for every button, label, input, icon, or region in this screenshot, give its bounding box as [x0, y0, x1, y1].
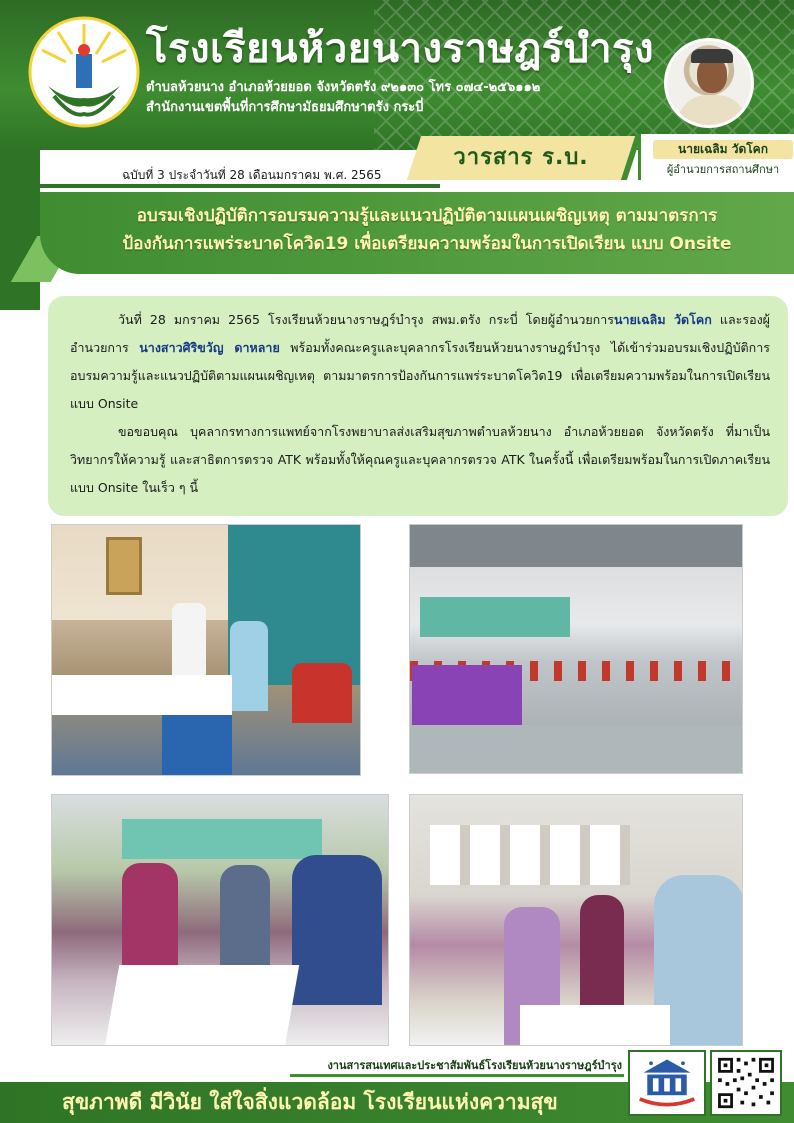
- school-badge-icon: [628, 1050, 706, 1116]
- director-portrait: [664, 38, 754, 128]
- stage-curtain: [122, 819, 322, 859]
- photo-speaker-presentation: [51, 524, 361, 776]
- photo-atk-testing: [409, 794, 743, 1046]
- framed-portrait: [106, 537, 142, 595]
- newsletter-title-tab: [407, 136, 641, 180]
- hall-windows: [430, 825, 630, 885]
- purple-table: [412, 665, 522, 725]
- instructor-figure: [292, 855, 382, 1005]
- education-office: สำนักงานเขตพื้นที่การศึกษามัธยมศึกษาตรัง กระบี่: [146, 100, 424, 115]
- blue-chair: [162, 715, 232, 776]
- headline-line-2: ป้องกันการแพร่ระบาดโควิด19 เพื่อเตรียมความพร้อมในการเปิดเรียน แบบ Onsite: [122, 234, 732, 254]
- band-left-accent: [0, 150, 40, 310]
- paragraph-1-intro: วันที่ 28 มกราคม 2565 โรงเรียนห้วยนางราษฎร์บำรุง สพม.ตรัง กระบี่ โดยผู้อำนวยการ: [118, 312, 614, 327]
- test-table: [105, 965, 299, 1046]
- table: [52, 675, 232, 715]
- director-caption: [638, 134, 794, 180]
- headline-banner: [40, 192, 794, 274]
- issue-info: ฉบับที่ 3 ประจำวันที่ 28 เดือนมกราคม พ.ศ. 2565: [122, 168, 382, 182]
- issue-underline: [0, 184, 440, 188]
- portrait-uniform: [677, 95, 747, 128]
- director-role: ผู้อำนวยการสถานศึกษา: [666, 163, 780, 176]
- nurse-figure: [230, 621, 268, 711]
- article-paragraph-2: [70, 418, 770, 502]
- photo-hall-seating: [409, 524, 743, 774]
- school-emblem-icon: [28, 14, 140, 136]
- footer-credit: งานสารสนเทศและประชาสัมพันธ์โรงเรียนห้วยนางราษฎร์บำรุง: [327, 1059, 622, 1072]
- footer-credit-underline: [290, 1074, 624, 1077]
- deputy-name-highlight: นางสาวศิริขวัญ ดาหลาย: [139, 340, 280, 355]
- article-paragraph-1: [70, 306, 770, 418]
- director-name: นายเฉลิม วัดโคก: [653, 140, 793, 159]
- stage-curtain: [420, 597, 570, 637]
- hall-floor: [410, 725, 743, 774]
- portrait-hair: [691, 49, 733, 63]
- school-name: โรงเรียนห้วยนางราษฎร์บำรุง: [146, 26, 655, 72]
- seated-figure: [292, 663, 352, 723]
- paragraph-1-mid: และรองผู้อำนวยการ: [70, 312, 771, 355]
- hall-roof: [410, 525, 743, 567]
- paragraph-1-end: พร้อมทั้งคณะครูและบุคลากรโรงเรียนห้วยนางราษฎร์บำรุง ได้เข้าร่วมอบรมเชิงปฏิบัติการอบรมความรู้และแนวปฏิบัติตามแผนเผชิญเหตุ ตามมาตรการป้องกันการแพร่ระบาดโควิด19 เพื่อเตรียมความพร้อมในการเปิดเรียน แบบ Onsite: [70, 340, 770, 411]
- test-table: [520, 1005, 670, 1046]
- headline-line-1: อบรมเชิงปฏิบัติการอบรมความรู้และแนวปฏิบัติตามแผนเผชิญเหตุ ตามมาตรการ: [136, 206, 718, 226]
- article-body: [48, 296, 788, 516]
- paragraph-2-text: ขอขอบคุณ บุคลากรทางการแพทย์จากโรงพยาบาลส่งเสริมสุขภาพตำบลห้วยนาง อำเภอห้วยยอด จังหวัดตรัง ที่มาเป็นวิทยากรให้ความรู้ และสาธิตการตรวจ ATK พร้อมทั้งให้คุณครูและบุคลากรตรวจ ATK ในครั้งนี้ เพื่อเตรียมพร้อมในการเปิดภาคเรียนแบบ Onsite ในเร็ว ๆ นี้: [70, 424, 770, 495]
- photo-atk-demonstration: [51, 794, 389, 1046]
- qr-code-icon: [710, 1050, 782, 1116]
- director-name-highlight: นายเฉลิม วัดโคก: [613, 312, 712, 327]
- speaker-figure: [172, 603, 206, 683]
- footer-slogan: สุขภาพดี มีวินัย ใส่ใจสิ่งแวดล้อม โรงเรียนแห่งความสุข: [62, 1090, 558, 1114]
- newsletter-title: วารสาร ร.บ.: [453, 145, 589, 170]
- school-address: ตำบลห้วยนาง อำเภอห้วยยอด จังหวัดตรัง ๙๒๑๓๐ โทร ๐๗๔-๒๕๖๑๑๒: [146, 80, 541, 95]
